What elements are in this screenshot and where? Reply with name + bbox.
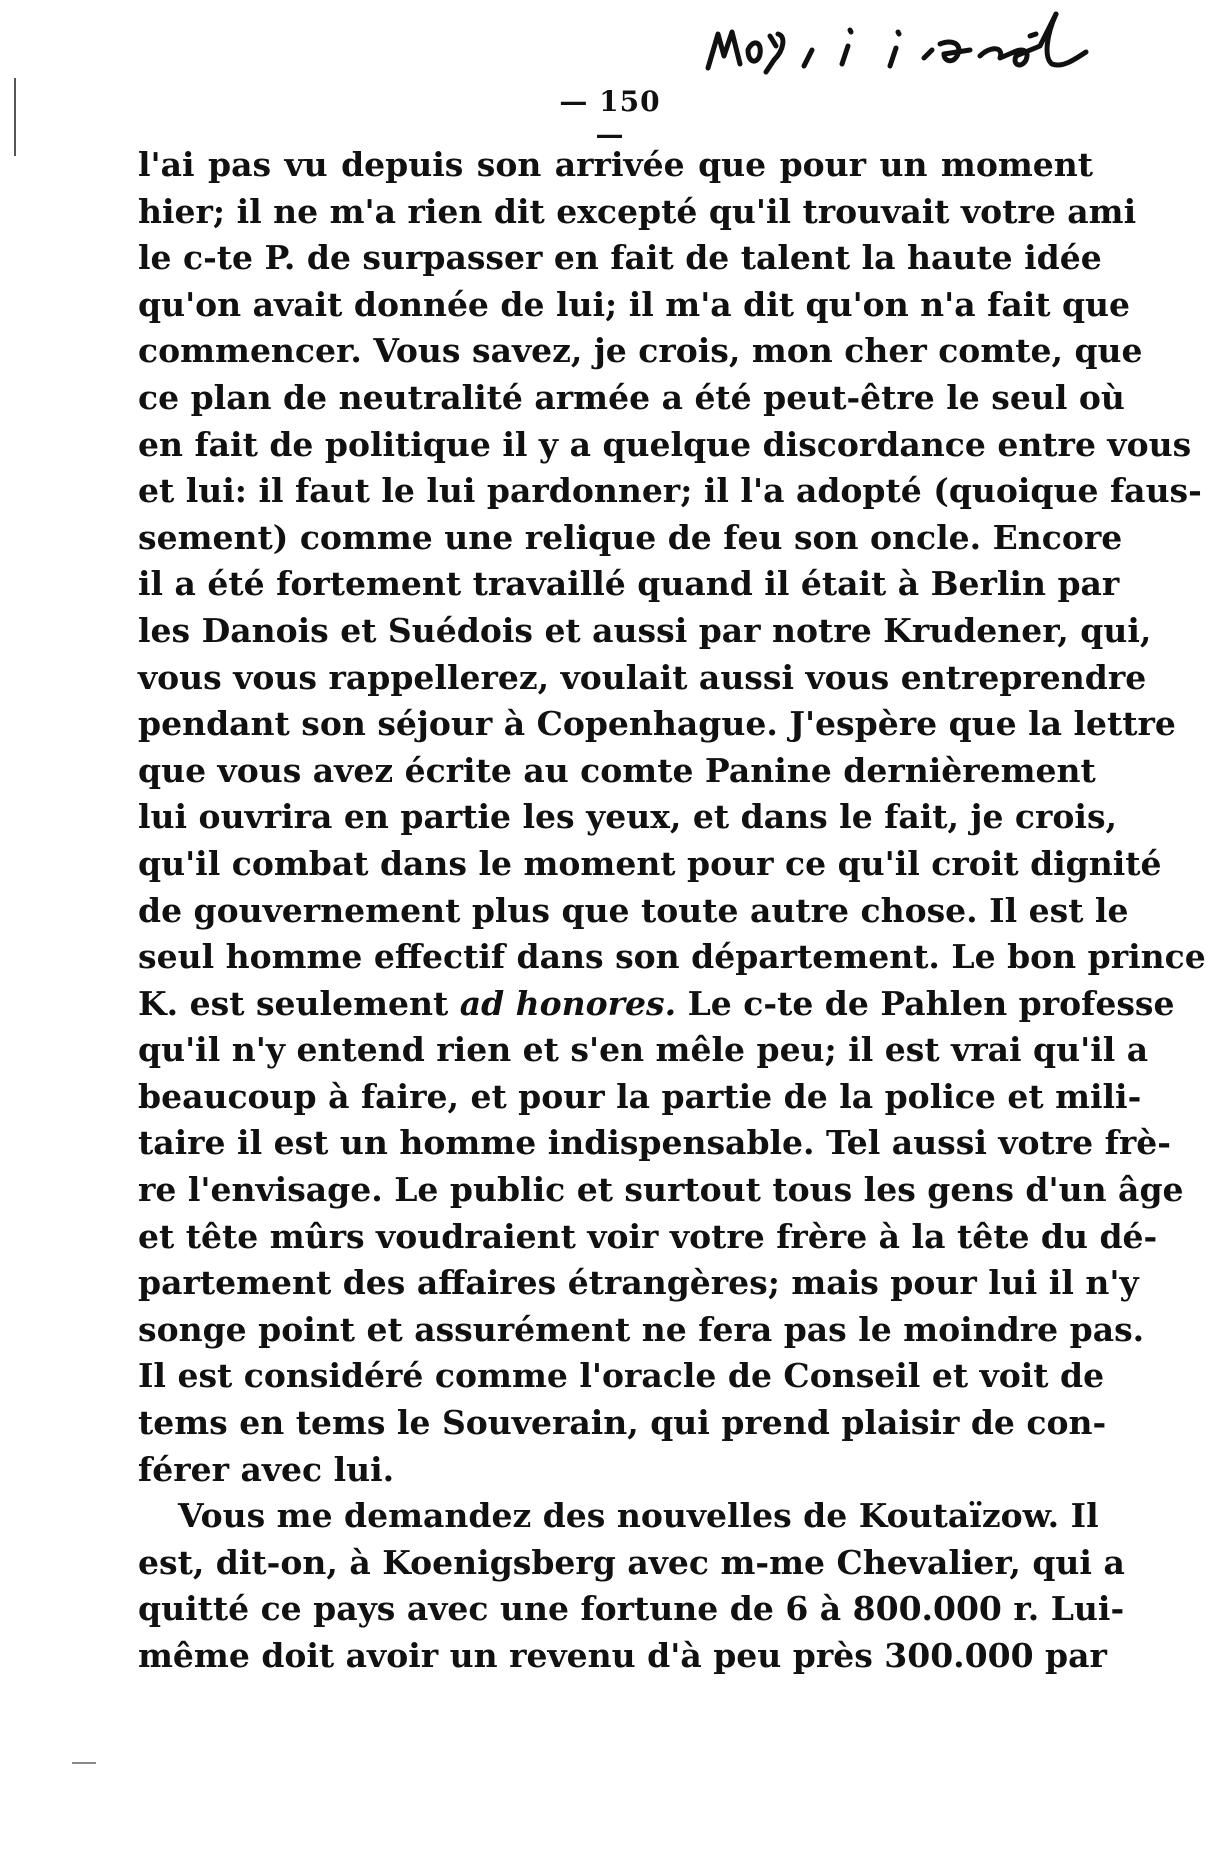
scan-mark (72, 1762, 96, 1764)
text-line: Vous me demandez des nouvelles de Koutaïzow. Il (178, 1496, 1099, 1536)
text-line: beaucoup à faire, et pour la partie de la police et mili- (138, 1076, 1142, 1116)
text-line: sement) comme une relique de feu son oncle. Encore (138, 517, 1123, 557)
text-line: est, dit-on, à Koenigsberg avec m-me Chevalier, qui a (138, 1542, 1125, 1582)
text-line: de gouvernement plus que toute autre chose. Il est le (138, 890, 1129, 930)
text-line: même doit avoir un revenu d'à peu près 300.000 par (138, 1636, 1107, 1675)
text-line: quitté ce pays avec une fortune de 6 à 800.000 r. Lui- (138, 1589, 1125, 1629)
text-segment: Le c-te de Pahlen professe (676, 983, 1175, 1023)
text-line: commencer. Vous savez, je crois, mon cher comte, que (138, 331, 1143, 371)
text-line: ce plan de neutralité armée a été peut-être le seul où (138, 377, 1125, 417)
text-segment: K. est seulement (138, 983, 460, 1023)
text-line: tems en tems le Souverain, qui prend plaisir de con- (138, 1403, 1107, 1443)
text-line: qu'on avait donnée de lui; il m'a dit qu'on n'a fait que (138, 284, 1131, 324)
text-line: l'ai pas vu depuis son arrivée que pour un moment (138, 145, 1093, 184)
text-line: partement des affaires étrangères; mais pour lui il n'y (138, 1263, 1139, 1303)
text-line: lui ouvrira en partie les yeux, et dans le fait, je crois, (138, 797, 1118, 837)
text-line: et lui: il faut le lui pardonner; il l'a adopté (quoique faus- (138, 471, 1202, 511)
text-line: taire il est un homme indispensable. Tel aussi votre frè- (138, 1123, 1171, 1163)
text-line: le c-te P. de surpasser en fait de talent la haute idée (138, 238, 1102, 278)
text-line: pendant son séjour à Copenhague. J'espère que la lettre (138, 704, 1176, 744)
text-line: seul homme effectif dans son département. Le bon prince (138, 937, 1206, 977)
page-number: — 150 — (559, 85, 661, 151)
text-line: qu'il n'y entend rien et s'en mêle peu; il est vrai qu'il a (138, 1030, 1149, 1070)
handwritten-annotation (700, 6, 1130, 88)
text-line: Il est considéré comme l'oracle de Conseil et voit de (138, 1356, 1105, 1396)
text-line-with-italic (138, 981, 1175, 1028)
body-text (138, 142, 1206, 1680)
paragraph-end-line: férer avec lui. (138, 1449, 395, 1489)
text-line: en fait de politique il y a quelque discordance entre vous (138, 424, 1192, 464)
text-line: qu'il combat dans le moment pour ce qu'il croit dignité (138, 843, 1162, 883)
handwriting-icon (700, 6, 1130, 88)
scan-edge-line (14, 78, 16, 156)
text-line: les Danois et Suédois et aussi par notre Krudener, qui, (138, 610, 1152, 650)
text-line: songe point et assurément ne fera pas le moindre pas. (138, 1309, 1145, 1349)
text-line: re l'envisage. Le public et surtout tous les gens d'un âge (138, 1170, 1184, 1210)
text-line: il a été fortement travaillé quand il était à Berlin par (138, 564, 1120, 604)
italic-phrase: ad honores. (459, 983, 677, 1023)
text-line: que vous avez écrite au comte Panine dernièrement (138, 750, 1096, 790)
text-line: et tête mûrs voudraient voir votre frère à la tête du dé- (138, 1216, 1158, 1256)
text-line: vous vous rappellerez, voulait aussi vous entreprendre (138, 657, 1147, 697)
text-line: hier; il ne m'a rien dit excepté qu'il trouvait votre ami (138, 191, 1137, 231)
